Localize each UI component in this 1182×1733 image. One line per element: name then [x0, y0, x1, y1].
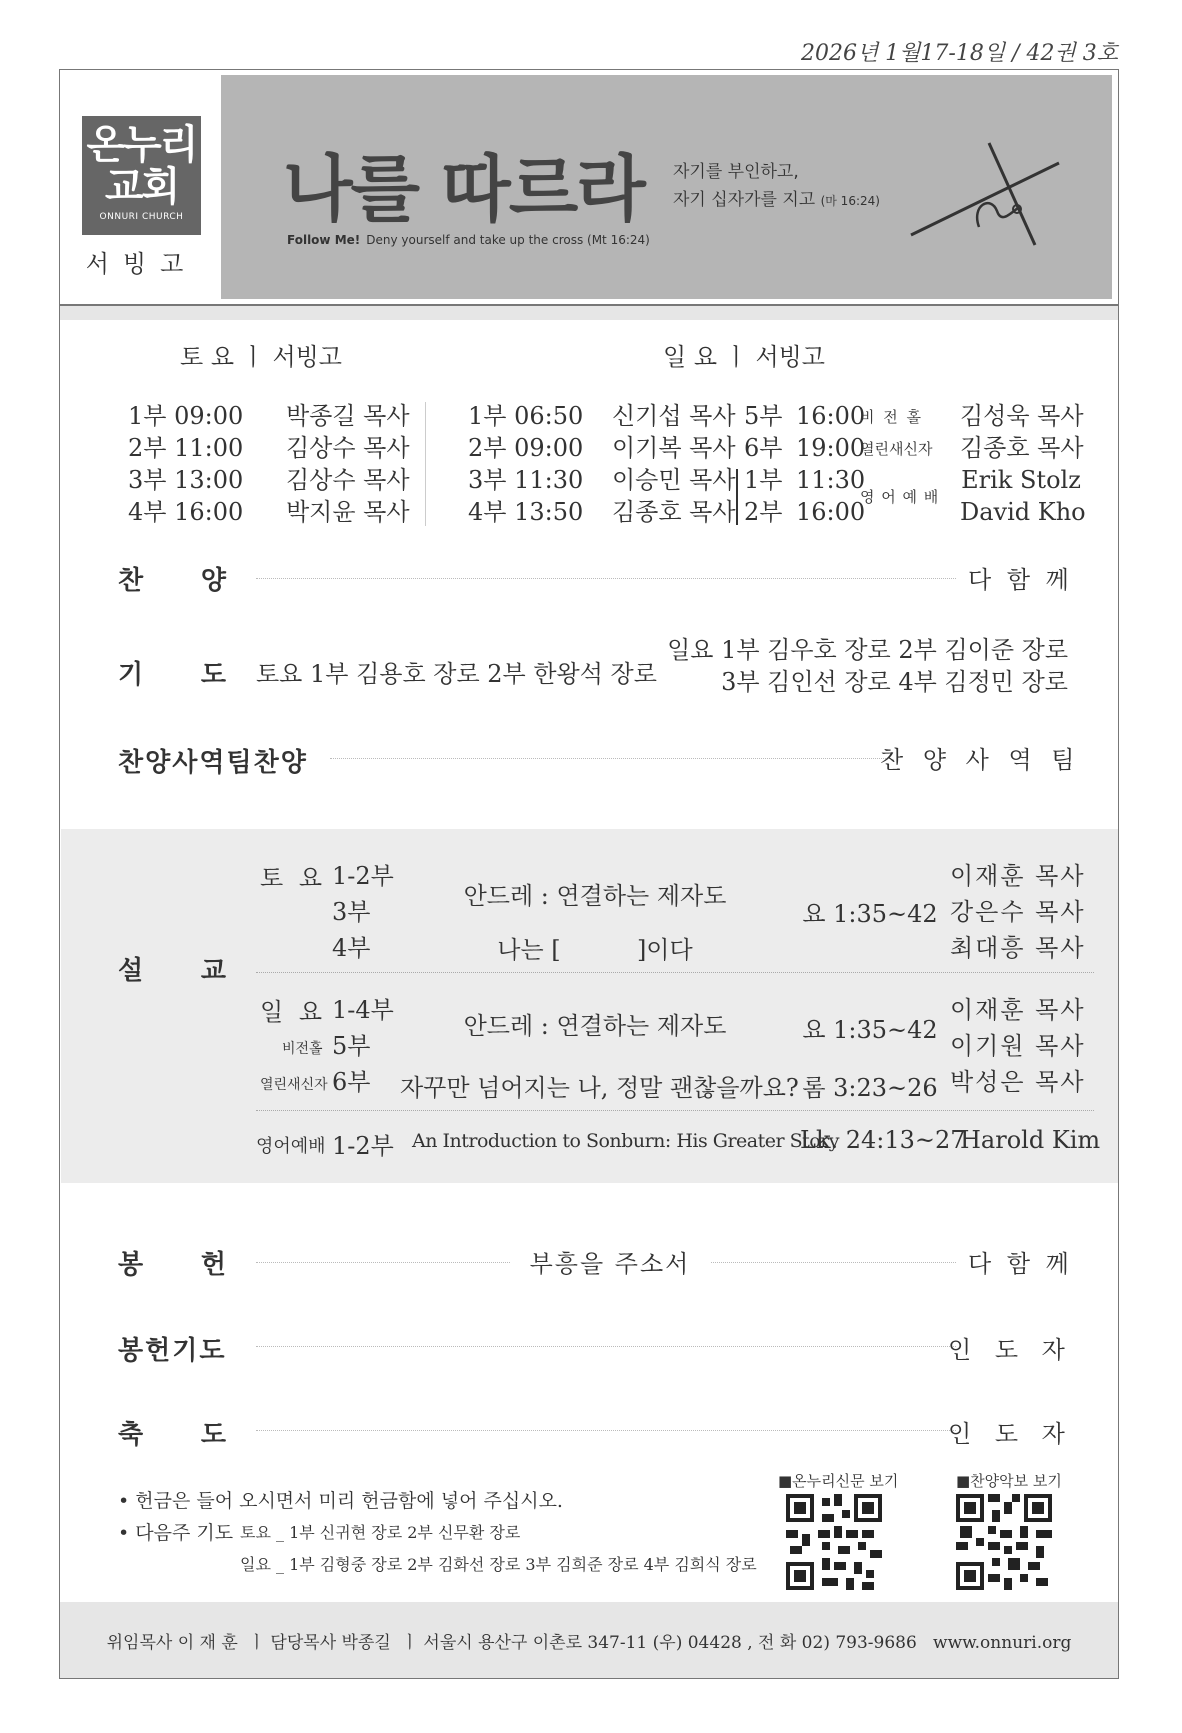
time: 13:50 — [514, 498, 584, 526]
qr-sheetmusic-icon[interactable] — [956, 1494, 1052, 1590]
pastor: 최대흥 목사 — [950, 934, 1086, 962]
banner-eng-rest: Deny yourself and take up the cross (Mt 16:24) — [366, 233, 650, 247]
praise-label: 찬 양 — [118, 566, 226, 596]
pastor: 박종길 목사 — [286, 402, 410, 430]
theme-banner — [221, 75, 1112, 299]
church-name: 서빙고 — [85, 250, 198, 278]
pastor: 이재훈 목사 — [950, 996, 1086, 1024]
part: 3부 — [468, 466, 507, 494]
sun-row — [468, 432, 583, 464]
column-divider — [425, 402, 426, 526]
qr-sheetmusic-label: ■찬양악보 보기 — [956, 1472, 1062, 1490]
praise-leader-line — [256, 578, 956, 579]
sermon-sat-parts — [332, 858, 394, 966]
banner-sub2 — [673, 185, 880, 210]
prayer-sun2: 3부 김인선 장로 4부 김정민 장로 — [721, 668, 1068, 696]
pastor: 이기원 목사 — [950, 1032, 1086, 1060]
time: 13:00 — [174, 466, 244, 494]
logo-text-line1: 온누리 — [86, 122, 197, 168]
sermon-tag-visionhall: 비전홀 — [282, 1041, 323, 1057]
part: 6부 — [744, 434, 783, 462]
issue-info: 2026년 1월17-18일 / 42권 3호 — [800, 41, 1118, 66]
sun2-parts — [744, 400, 782, 528]
pastor: 김성욱 목사 — [960, 402, 1084, 430]
time: 16:00 — [796, 498, 866, 526]
place-newcomer: 열린새신자 — [860, 440, 933, 458]
sat-row — [128, 464, 243, 496]
sermon-label: 설 교 — [118, 956, 226, 986]
pastor: 강은수 목사 — [950, 898, 1086, 926]
pastor: 이승민 목사 — [612, 466, 736, 494]
logo-text-line2: 교회 — [104, 164, 179, 210]
sermon-tag-newcomer: 열린새신자 — [260, 1077, 328, 1093]
time: 11:30 — [796, 466, 866, 494]
time: 06:50 — [514, 402, 584, 430]
time: 16:00 — [174, 498, 244, 526]
pastor: 이기복 목사 — [612, 434, 736, 462]
time: 11:30 — [514, 466, 584, 494]
sun-schedule-pastors — [612, 400, 736, 528]
team-leader-line — [330, 758, 890, 759]
pastor: 김종호 목사 — [612, 498, 736, 526]
part: 2부 — [468, 434, 507, 462]
sermon-sun-parts — [332, 992, 394, 1100]
offering-prayer-leader-line — [256, 1346, 956, 1347]
pastor: 김상수 목사 — [286, 434, 410, 462]
place-visionhall: 비 전 홀 — [860, 408, 924, 426]
cross-illustration-icon — [901, 135, 1071, 255]
sun2-pastors — [960, 400, 1086, 528]
sermon-sat-title1: 안드레 : 연결하는 제자도 — [463, 882, 727, 910]
benediction-leader-line — [256, 1430, 956, 1431]
banner-sub1: 자기를 부인하고, — [673, 162, 799, 182]
sat-row — [128, 432, 243, 464]
sat-schedule-pastors — [286, 400, 410, 528]
top-band — [60, 306, 1118, 320]
part: 4부 — [128, 498, 167, 526]
sermon-sun-ref3: 롬 3:23~26 — [802, 1074, 938, 1102]
banner-title: 나를 따르라 — [283, 147, 644, 231]
sermon-sat-title2: 나는 [ ]이다 — [497, 936, 693, 964]
note-offering: • 헌금은 들어 오시면서 미리 헌금함에 넣어 주십시오. — [118, 1490, 563, 1512]
english-service-bracket — [736, 469, 738, 525]
prayer-label: 기 도 — [118, 660, 226, 690]
part: 3부 — [332, 898, 371, 926]
pastor: David Kho — [960, 498, 1086, 526]
qr-newspaper-label: ■온누리신문 보기 — [778, 1472, 899, 1490]
note-next-prayer-head: • 다음주 기도 — [118, 1522, 234, 1544]
sermon-eng-ref: Lk. 24:13~27 — [800, 1126, 966, 1154]
sun-row — [468, 464, 583, 496]
benediction-right: 인 도 자 — [948, 1420, 1073, 1448]
part: 2부 — [128, 434, 167, 462]
part: 1-4부 — [332, 996, 394, 1024]
offering-right: 다 함 께 — [968, 1250, 1073, 1278]
sermon-sun-ref1: 요 1:35~42 — [802, 1016, 938, 1044]
offering-prayer-label: 봉헌기도 — [118, 1336, 227, 1366]
offering-prayer-right: 인 도 자 — [948, 1336, 1073, 1364]
part: 3부 — [128, 466, 167, 494]
sun-schedule-header: 일 요 ㅣ 서빙고 — [663, 343, 825, 371]
part: 5부 — [332, 1032, 371, 1060]
place-english: 영 어 예 배 — [860, 488, 940, 506]
sermon-sat-ref: 요 1:35~42 — [802, 900, 938, 928]
banner-eng-bold: Follow Me! — [287, 233, 361, 247]
sermon-eng-pastor: Harold Kim — [960, 1126, 1101, 1154]
note-next-prayer-sat: 토요 _ 1부 신귀현 장로 2부 신무환 장로 — [240, 1523, 521, 1542]
banner-english — [287, 233, 650, 247]
logo-text — [82, 124, 201, 208]
sermon-eng-title: An Introduction to Sonburn: His Greater Story — [412, 1130, 840, 1152]
sermon-divider — [256, 1110, 1094, 1111]
part: 1-2부 — [332, 862, 394, 890]
sat-row — [128, 400, 243, 432]
sermon-sun-day: 일 요 — [260, 998, 326, 1026]
pastor: 박성은 목사 — [950, 1068, 1086, 1096]
part: 1부 — [744, 466, 783, 494]
sun-schedule-times — [468, 400, 583, 528]
praise-team-right: 찬 양 사 역 팀 — [880, 746, 1081, 774]
part: 2부 — [744, 498, 783, 526]
offering-label: 봉 헌 — [118, 1250, 226, 1280]
sermon-eng-part: 1-2부 — [332, 1132, 394, 1160]
banner-ref: (마 16:24) — [820, 194, 880, 208]
part: 6부 — [332, 1068, 371, 1096]
sermon-sun-title1: 안드레 : 연결하는 제자도 — [463, 1012, 727, 1040]
pastor: 박지윤 목사 — [286, 498, 410, 526]
offering-center: 부흥을 주소서 — [510, 1244, 710, 1279]
part: 1부 — [468, 402, 507, 430]
sat-row — [128, 496, 243, 528]
benediction-label: 축 도 — [118, 1420, 226, 1450]
sermon-sat-pastors — [950, 858, 1086, 966]
sun-row — [468, 496, 583, 528]
pastor: Erik Stolz — [961, 466, 1081, 494]
sermon-sun-pastors — [950, 992, 1086, 1100]
footer-text: 위임목사 이 재 훈 ㅣ 담당목사 박종길 ㅣ 서울시 용산구 이촌로 347-11 (우) 04428 , 전 화 02) 793-9686 www.onnuri.org — [106, 1633, 1072, 1653]
qr-newspaper-icon[interactable] — [786, 1494, 882, 1590]
prayer-sun1: 일요 1부 김우호 장로 2부 김이준 장로 — [667, 636, 1068, 664]
sermon-sat-day: 토 요 — [260, 864, 326, 892]
sermon-divider — [256, 972, 1094, 973]
time: 09:00 — [514, 434, 584, 462]
time: 11:00 — [174, 434, 244, 462]
part: 4부 — [332, 934, 371, 962]
time: 09:00 — [174, 402, 244, 430]
part: 4부 — [468, 498, 507, 526]
pastor: 신기섭 목사 — [612, 402, 736, 430]
sat-schedule-times — [128, 400, 243, 528]
part: 1부 — [128, 402, 167, 430]
sermon-sun-title3: 자꾸만 넘어지는 나, 정말 괜찮을까요? — [400, 1074, 799, 1102]
pastor: 김상수 목사 — [286, 466, 410, 494]
praise-team-label: 찬양사역팀찬양 — [118, 748, 308, 778]
logo-subtitle: ONNURI CHURCH — [99, 212, 184, 222]
church-logo — [82, 116, 201, 235]
part: 5부 — [744, 402, 783, 430]
time: 19:00 — [796, 434, 866, 462]
pastor: 이재훈 목사 — [950, 862, 1086, 890]
banner-sub2-text: 자기 십자가를 지고 — [673, 190, 816, 210]
note-next-prayer-sun: 일요 _ 1부 김형중 장로 2부 김화선 장로 3부 김희준 장로 4부 김희식 장로 — [240, 1555, 757, 1574]
sun2-times — [796, 400, 865, 528]
sermon-eng-tag: 영어예배 — [256, 1136, 326, 1157]
prayer-sat: 토요 1부 김용호 장로 2부 한왕석 장로 — [256, 660, 657, 688]
time: 16:00 — [796, 402, 866, 430]
sun-row — [468, 400, 583, 432]
sat-schedule-header: 토 요 ㅣ 서빙고 — [180, 343, 342, 371]
praise-right: 다 함 께 — [968, 566, 1073, 594]
pastor: 김종호 목사 — [960, 434, 1084, 462]
